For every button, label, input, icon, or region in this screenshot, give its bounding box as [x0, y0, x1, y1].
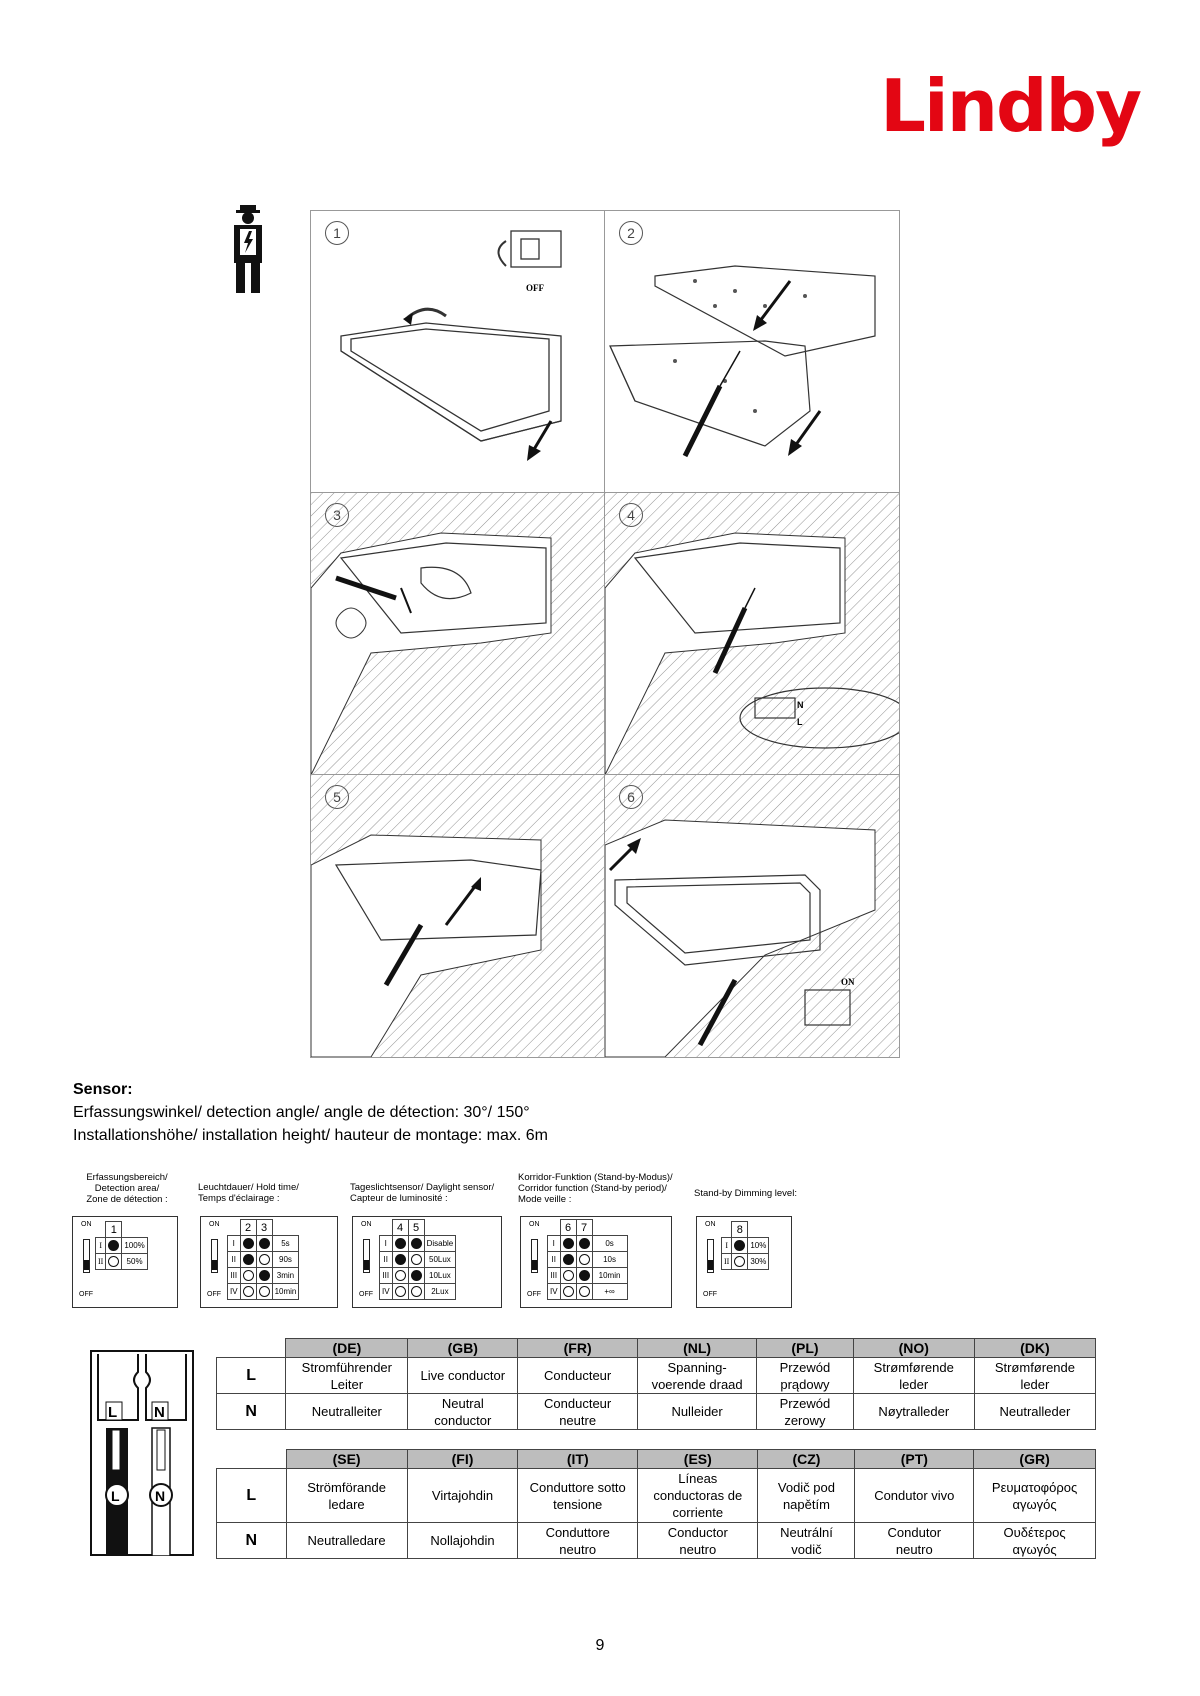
switch-box: ON OFF 8 I 10% II 30% — [696, 1216, 792, 1308]
standby-dimming-panel — [694, 1172, 816, 1298]
step-1 — [311, 211, 605, 493]
sensor-info — [73, 1078, 548, 1147]
wiring-label-n-top: N — [154, 1404, 165, 1421]
off-label: OFF — [526, 283, 544, 293]
panel-caption: Erfassungsbereich/ Detection area/ Zone de détection : — [86, 1172, 168, 1205]
switch-box: ON OFF 1 I 100% II 50% — [72, 1216, 178, 1308]
live-label: L — [797, 717, 803, 727]
dip-switch-panels — [72, 1172, 816, 1312]
switch-table: 6 7 I 0s II 10s III 10min IV +∞ — [547, 1219, 628, 1300]
sensor-heading: Sensor: — [73, 1081, 133, 1098]
detection-area-panel — [72, 1172, 182, 1298]
step-2 — [605, 211, 899, 493]
switch-table: 8 I 10% II 30% — [721, 1221, 769, 1270]
corridor-function-panel — [518, 1172, 688, 1298]
step-5-illustration — [311, 775, 605, 1057]
dip-switch — [531, 1239, 538, 1273]
switch-table: 4 5 I Disable II 50Lux III 10Lux IV 2Lux — [379, 1219, 456, 1300]
sensor-installation-height: Installationshöhe/ installation height/ hauteur de montage: max. 6m — [73, 1127, 548, 1144]
panel-caption: Leuchtdauer/ Hold time/ Temps d'éclairage : — [198, 1182, 299, 1204]
step-number: 2 — [619, 221, 643, 245]
table-row: L Strömförande ledare Virtajohdin Conduttore sotto tensione Líneas conductoras de corriente Vodič pod napětím Condutor vivo Ρευματοφόρος αγωγός — [217, 1469, 1096, 1523]
step-3-illustration — [311, 493, 605, 775]
switch-box: ON OFF 4 5 I Disable II 50Lux III 10Lux IV 2Lux — [352, 1216, 502, 1308]
step-4 — [605, 493, 899, 775]
step-2-illustration — [605, 211, 899, 493]
step-3 — [311, 493, 605, 775]
step-number: 1 — [325, 221, 349, 245]
panel-caption: Tageslichtsensor/ Daylight sensor/ Capteur de luminosité : — [350, 1182, 495, 1204]
table-row: N Neutralledare Nollajohdin Conduttore neutro Conductor neutro Neutrální vodič Condutor neutro Ουδέτερος αγωγός — [217, 1523, 1096, 1559]
dip-switch — [83, 1239, 90, 1273]
wiring-label-n-bottom: N — [155, 1488, 166, 1504]
brand-logo: Lindby — [880, 64, 1140, 148]
dip-switch — [707, 1239, 714, 1273]
page-number: 9 — [595, 1637, 605, 1654]
panel-caption: Stand-by Dimming level: — [694, 1188, 797, 1199]
on-label: ON — [841, 977, 855, 987]
sensor-detection-angle: Erfassungswinkel/ detection angle/ angle de détection: 30°/ 150° — [73, 1104, 530, 1121]
switch-table: 2 3 I 5s II 90s III 3min IV 10min — [227, 1219, 299, 1300]
neutral-label: N — [797, 700, 804, 710]
electrician-icon — [230, 205, 266, 295]
conductor-table-2: (SE) (FI) (IT) (ES) (CZ) (PT) (GR) L Strömförande ledare Virtajohdin Conduttore sotto tensione Líneas conductoras de corriente Vodič pod napětím Condutor vivo Ρευματοφόρος αγωγός N Neutralledare Nollajohdin Conduttore neutro Conductor neutro Neutrální vodič Condutor neutro Ουδέτερος αγωγός — [216, 1449, 1096, 1559]
dip-switch — [363, 1239, 370, 1273]
wiring-diagram — [90, 1350, 194, 1556]
hold-time-panel — [198, 1172, 338, 1298]
dip-switch — [211, 1239, 218, 1273]
step-5 — [311, 775, 605, 1057]
step-1-illustration — [311, 211, 605, 493]
table-row: N Neutralleiter Neutral conductor Conducteur neutre Nulleider Przewód zerowy Nøytralleder Neutralleder — [217, 1394, 1096, 1430]
step-6 — [605, 775, 899, 1057]
step-4-illustration — [605, 493, 899, 775]
switch-box: ON OFF 2 3 I 5s II 90s III 3min IV 10min — [200, 1216, 338, 1308]
switch-box: ON OFF 6 7 I 0s II 10s III 10min IV +∞ — [520, 1216, 672, 1308]
step-6-illustration — [605, 775, 899, 1057]
wiring-label-l-top: L — [108, 1404, 118, 1421]
installation-steps — [310, 210, 900, 1058]
panel-caption: Korridor-Funktion (Stand-by-Modus)/ Corridor function (Stand-by period)/ Mode veille : — [518, 1172, 673, 1205]
table-row: L Stromführender Leiter Live conductor Conducteur Spanning- voerende draad Przewód prądowy Strømførende leder Strømførende leder — [217, 1358, 1096, 1394]
daylight-sensor-panel — [350, 1172, 510, 1298]
wiring-label-l-bottom: L — [111, 1488, 120, 1504]
switch-table: 1 I 100% II 50% — [95, 1221, 148, 1270]
conductor-table-1: (DE) (GB) (FR) (NL) (PL) (NO) (DK) L Stromführender Leiter Live conductor Conducteur Spanning- voerende draad Przewód prądowy Strømførende leder Strømførende leder N Neutralleiter Neutral conductor Conducteur neutre Nulleider Przewód zerowy Nøytralleder Neutralleder — [216, 1338, 1096, 1430]
